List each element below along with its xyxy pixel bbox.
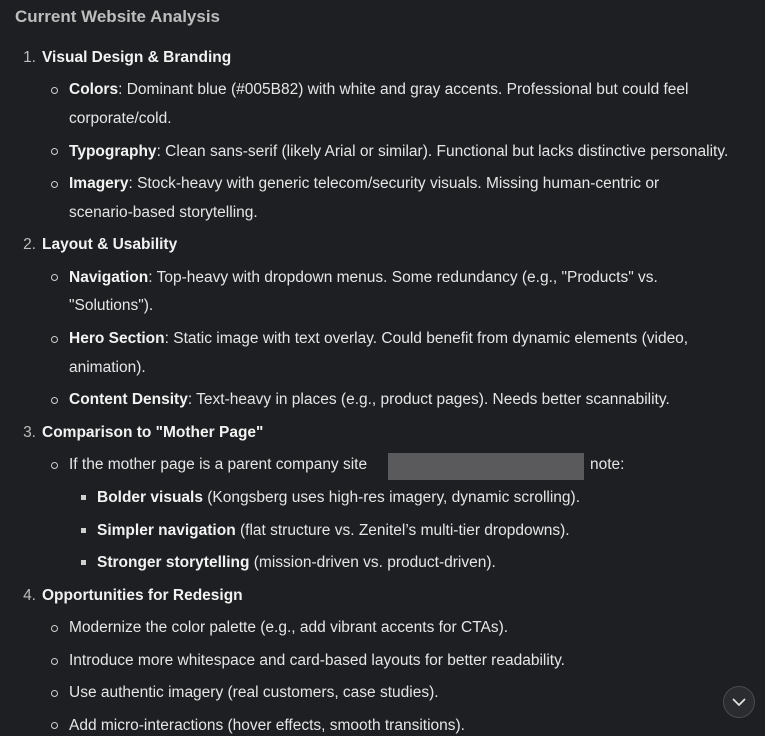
bullet-icon — [51, 397, 58, 404]
list-item: Colors: Dominant blue (#005B82) with white and gray accents. Professional but could feel — [69, 81, 689, 98]
sub-list-item: Simpler navigation (flat structure vs. Zenitel’s multi-tier dropdowns). — [97, 522, 570, 539]
list-item: Add micro-interactions (hover effects, smooth transitions). — [69, 717, 465, 734]
list-item: Typography: Clean sans-serif (likely Arial or similar). Functional but lacks distinctive personality. — [69, 143, 729, 160]
section-heading: Comparison to "Mother Page" — [42, 424, 264, 441]
sub-list-item: Bolder visuals (Kongsberg uses high-res imagery, dynamic scrolling). — [97, 489, 581, 506]
chevron-down-icon — [732, 698, 746, 707]
list-item: Use authentic imagery (real customers, case studies). — [69, 684, 439, 701]
list-item-intro: If the mother page is a parent company site — [69, 456, 368, 473]
section-heading: Visual Design & Branding — [42, 49, 232, 66]
bullet-icon — [51, 148, 58, 155]
list-item-continuation: scenario-based storytelling. — [69, 204, 258, 221]
list-item-continuation: animation). — [69, 359, 146, 376]
bullet-icon — [51, 181, 58, 188]
bullet-icon — [51, 462, 58, 469]
page-title: Current Website Analysis — [15, 7, 221, 26]
list-item: Navigation: Top-heavy with dropdown menus. Some redundancy (e.g., "Products" vs. — [69, 269, 658, 286]
list-item: Introduce more whitespace and card-based layouts for better readability. — [69, 652, 565, 669]
list-item-continuation: "Solutions"). — [69, 297, 154, 314]
list-item: Modernize the color palette (e.g., add vibrant accents for CTAs). — [69, 619, 509, 636]
bullet-icon — [51, 690, 58, 697]
section-heading: Opportunities for Redesign — [42, 587, 243, 604]
bullet-icon — [51, 625, 58, 632]
square-bullet-icon — [81, 528, 86, 533]
list-item-intro-end: note: — [590, 456, 625, 473]
list-item-continuation: corporate/cold. — [69, 110, 172, 127]
section-number: 4. — [23, 587, 36, 604]
list-item: Content Density: Text-heavy in places (e.g., product pages). Needs better scannability. — [69, 391, 670, 408]
sub-list-item: Stronger storytelling (mission-driven vs. product-driven). — [97, 554, 496, 571]
section-number: 1. — [23, 49, 36, 66]
bullet-icon — [51, 336, 58, 343]
section-number: 3. — [23, 424, 36, 441]
bullet-icon — [51, 87, 58, 94]
list-item: Hero Section: Static image with text overlay. Could benefit from dynamic elements (video, — [69, 330, 689, 347]
section-number: 2. — [23, 236, 36, 253]
scroll-down-button[interactable] — [723, 686, 755, 718]
bullet-icon — [51, 722, 58, 729]
square-bullet-icon — [81, 560, 86, 565]
redaction-block — [388, 453, 584, 480]
bullet-icon — [51, 658, 58, 665]
section-heading: Layout & Usability — [42, 236, 178, 253]
list-item: Imagery: Stock-heavy with generic telecom/security visuals. Missing human-centric or — [69, 175, 660, 192]
bullet-icon — [51, 274, 58, 281]
square-bullet-icon — [81, 495, 86, 500]
